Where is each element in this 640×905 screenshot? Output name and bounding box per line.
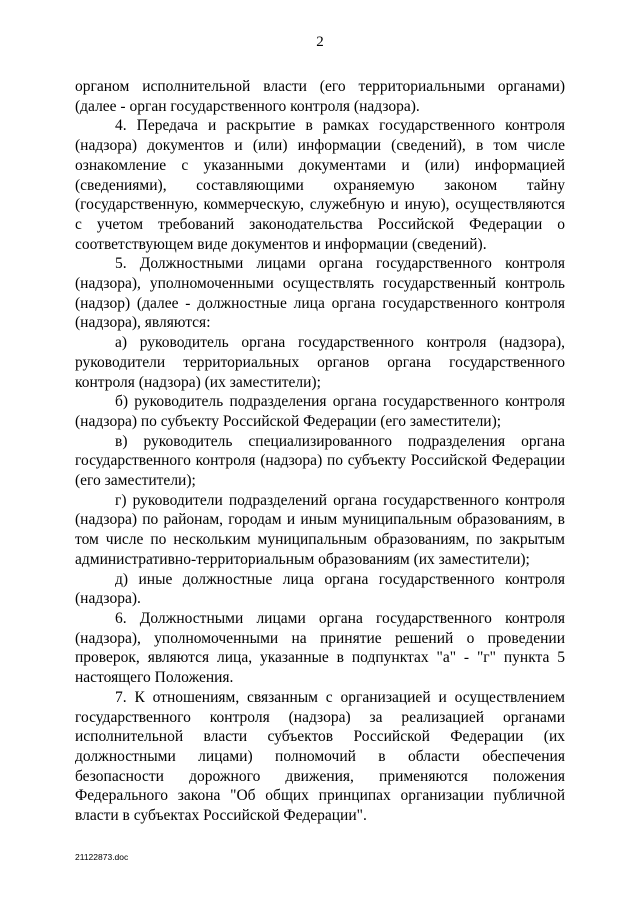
subitem-d: д) иные должностные лица органа государственного контроля (надзора). xyxy=(75,570,565,608)
page-number: 2 xyxy=(316,34,324,50)
document-body xyxy=(75,77,565,826)
subitem-g: г) руководители подразделений органа государственного контроля (надзора) по районам, городам и иным муниципальным образованиям, в том числе по нескольким муниципальным образованиям, по закрытым административно-территориальным образованиям (их заместители); xyxy=(75,491,565,568)
paragraph-item-7: 7. К отношениям, связанным с организацией и осуществлением государственного контроля (надзора) за реализацией органами исполнительной власти субъектов Российской Федерации (их должностными лицами) полномочий в области обеспечения безопасности дорожного движения, применяются положения Федерального закона "Об общих принципах организации публичной власти в субъектах Российской Федерации". xyxy=(75,688,565,825)
paragraph-item-4: 4. Передача и раскрытие в рамках государственного контроля (надзора) документов и (или) информации (сведений), в том числе ознакомление с указанными документами и (или) информацией (сведениями), составляющими охраняемую законом тайну (государственную, коммерческую, служебную и иную), осуществляются с учетом требований законодательства Российской Федерации о соответствующем виде документов и информации (сведений). xyxy=(75,117,565,253)
subitem-b: б) руководитель подразделения органа государственного контроля (надзора) по субъекту Российской Федерации (его заместители); xyxy=(75,393,565,430)
subitem-a: а) руководитель органа государственного контроля (надзора), руководители территориальных органов органа государственного контроля (надзора) (их заместители); xyxy=(75,334,565,391)
paragraph-item-6: 6. Должностными лицами органа государственного контроля (надзора), уполномоченными на принятие решений о проведении проверок, являются лица, указанные в подпунктах "а" - "г" пункта 5 настоящего Положения. xyxy=(75,609,565,687)
paragraph-item-5: 5. Должностными лицами органа государственного контроля (надзора), уполномоченными осуществлять государственный контроль (надзор) (далее - должностные лица органа государственного контроля (надзора), являются: xyxy=(75,255,565,332)
subitem-v: в) руководитель специализированного подразделения органа государственного контроля (надзора) по субъекту Российской Федерации (его заместители); xyxy=(75,432,565,490)
document-code: 21122873.doc xyxy=(75,852,129,862)
paragraph-continuation: органом исполнительной власти (его территориальными органами) (далее - орган государственного контроля (надзора). xyxy=(75,78,565,115)
